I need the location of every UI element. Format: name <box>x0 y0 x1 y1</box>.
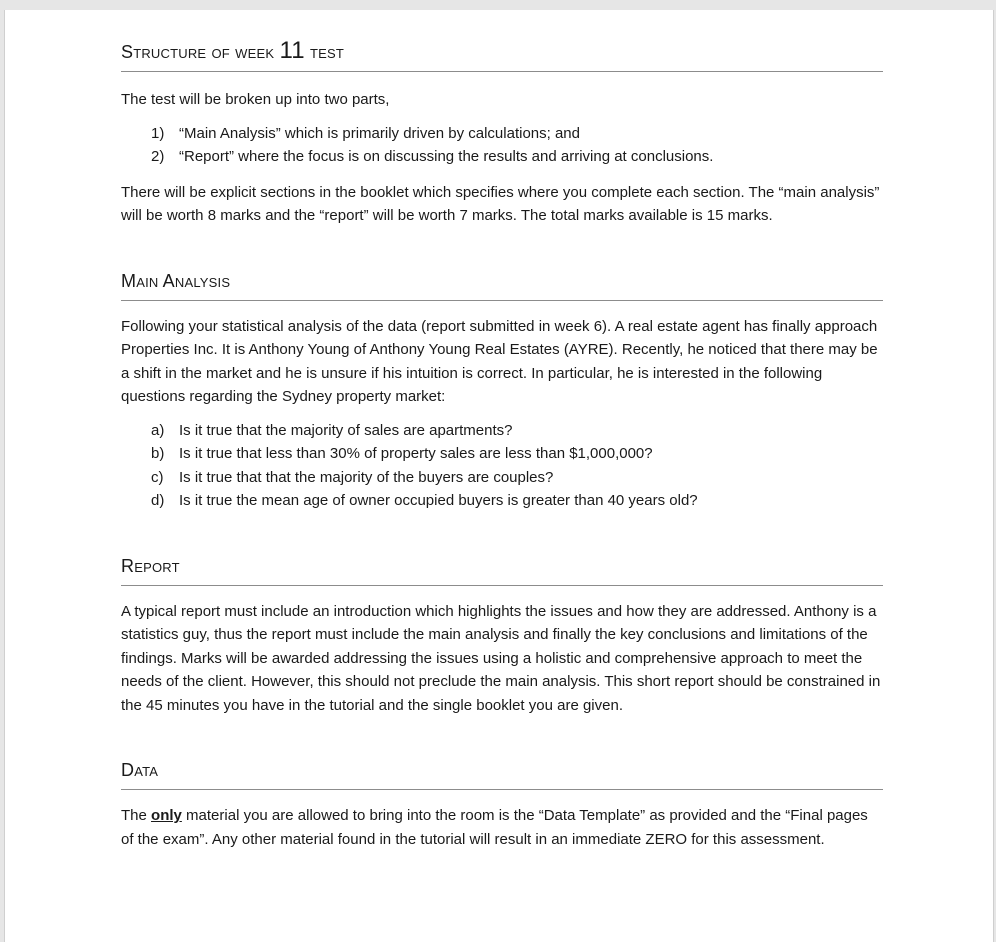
list-marker: d) <box>151 492 165 509</box>
list-marker: c) <box>151 468 164 486</box>
heading-structure-post: test <box>309 42 345 62</box>
list-item-text: “Main Analysis” which is primarily driven by calculations; and <box>179 124 580 142</box>
section-report <box>121 551 883 718</box>
list-item <box>121 419 883 443</box>
questions-list <box>121 419 883 513</box>
data-paragraph <box>121 804 883 851</box>
list-item <box>121 466 883 490</box>
list-marker: b) <box>151 445 165 462</box>
report-paragraph: A typical report must include an introduction which highlights the issues and how they are addressed. Anthony is a statistics guy, thus the report must include the main analysis and finally the key conclusions and limitations of the findings. Marks will be awarded addressing the issues using a holistic and comprehensive approach to meet the needs of the client. However, this should not preclude the main analysis. This short report should be constrained in the 45 minutes you have in the tutorial and the single booklet you are given. <box>121 602 881 714</box>
list-item-text: Is it true that less than 30% of property sales are less than $1,000,000? <box>179 445 653 462</box>
data-paragraph-pre: The <box>121 807 147 824</box>
main-analysis-paragraph: Following your statistical analysis of the data (report submitted in week 6). A real estate agent has finally approach Properties Inc. It is Anthony Young of Anthony Young Real Estates (AYRE). Recently, he noticed that there may be a shift in the market and he is unsure if his intuition is correct. In particular, he is interested in the following questions regarding the Sydney property market: <box>121 317 878 405</box>
heading-structure-pre: Structure of week <box>121 42 275 62</box>
heading-structure <box>121 36 883 72</box>
heading-report: Report <box>121 551 883 586</box>
list-item <box>121 145 883 169</box>
list-marker: a) <box>151 421 165 439</box>
list-item <box>121 489 883 513</box>
section-data <box>121 755 883 851</box>
list-item <box>121 122 883 146</box>
list-marker: 2) <box>151 148 165 165</box>
section-main-analysis <box>121 266 883 513</box>
data-paragraph-post: material you are allowed to bring into the room is the “Data Template” as provided and the “Final pages of the exam”. Any other material found in the tutorial will result in an immediate ZERO for this assessment. <box>121 807 868 848</box>
data-paragraph-emphasis: only <box>151 807 182 824</box>
heading-main-analysis: Main Analysis <box>121 266 883 301</box>
heading-data: Data <box>121 755 883 790</box>
list-item <box>121 442 883 466</box>
list-item-text: Is it true that the majority of sales are apartments? <box>179 421 513 439</box>
structure-intro: The test will be broken up into two parts, <box>121 91 390 108</box>
list-item-text: “Report” where the focus is on discussing the results and arriving at conclusions. <box>179 148 714 165</box>
structure-paragraph: There will be explicit sections in the booklet which specifies where you complete each section. The “main analysis” will be worth 8 marks and the “report” will be worth 7 marks. The total marks available is 15 marks. <box>121 183 880 224</box>
list-item-text: Is it true that that the majority of the buyers are couples? <box>179 468 554 486</box>
list-marker: 1) <box>151 124 165 142</box>
document-content <box>121 36 883 851</box>
structure-list <box>121 122 883 169</box>
list-item-text: Is it true the mean age of owner occupied buyers is greater than 40 years old? <box>179 492 698 509</box>
document-page <box>4 10 994 942</box>
heading-structure-num: 11 <box>279 37 305 64</box>
